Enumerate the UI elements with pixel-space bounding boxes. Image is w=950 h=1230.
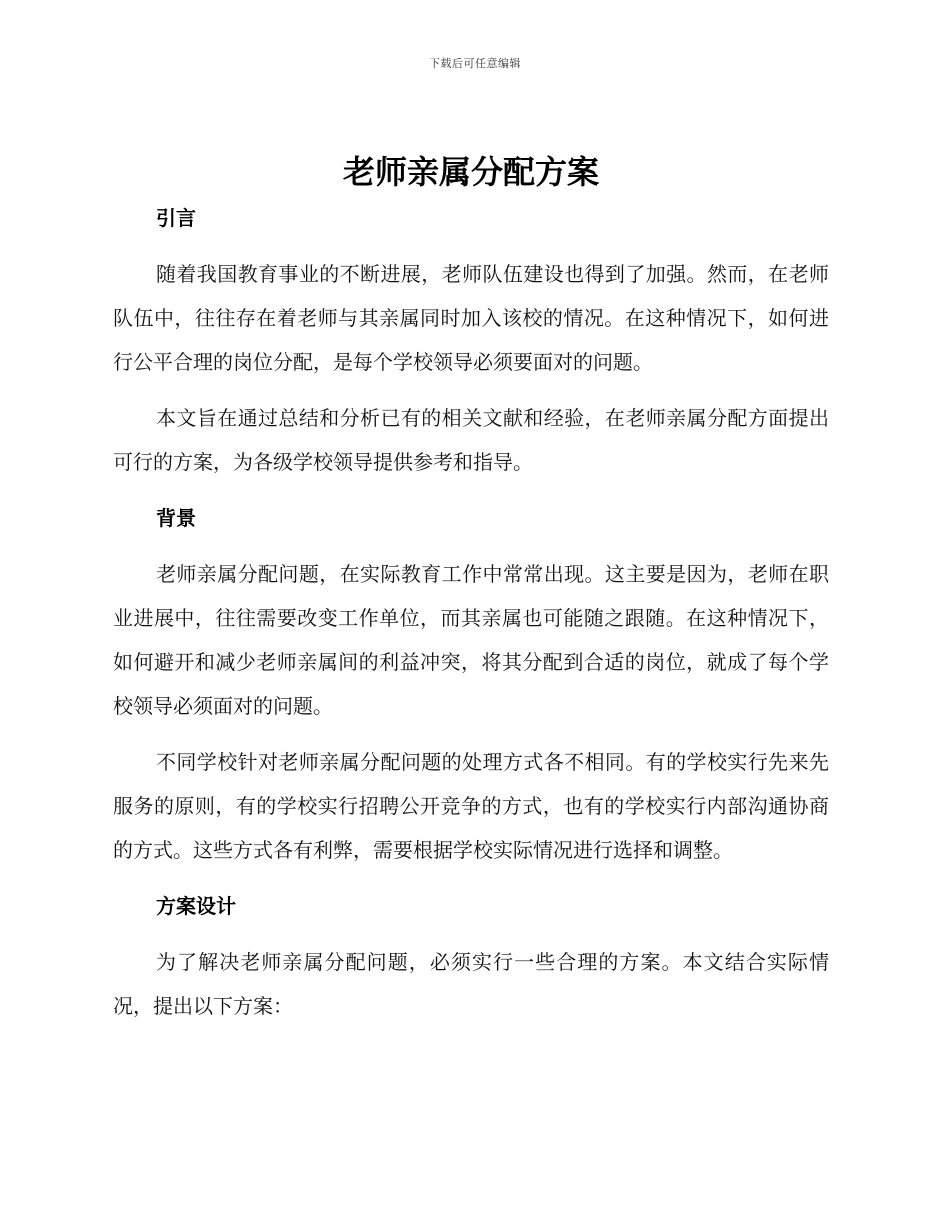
section-heading-intro: 引言	[156, 206, 196, 230]
paragraph: 不同学校针对老师亲属分配问题的处理方式各不相同。有的学校实行先来先服务的原则，有的学校实行招聘公开竞争的方式，也有的学校实行内部沟通协商的方式。这些方式各有利弊，需要根据学校实际情况进行选择和调整。	[113, 750, 829, 862]
document-body	[113, 148, 829, 1028]
paragraph: 随着我国教育事业的不断进展，老师队伍建设也得到了加强。然而，在老师队伍中，往往存在着老师与其亲属同时加入该校的情况。在这种情况下，如何进行公平合理的岗位分配，是每个学校领导必须要面对的问题。	[113, 262, 829, 374]
document-title: 老师亲属分配方案	[342, 153, 599, 191]
header-note: 下载后可任意编辑	[429, 57, 521, 70]
paragraph: 为了解决老师亲属分配问题，必须实行一些合理的方案。本文结合实际情况，提出以下方案：	[113, 950, 829, 1018]
section-heading-plan-design: 方案设计	[156, 894, 236, 918]
section-heading-background: 背景	[156, 506, 196, 530]
paragraph: 老师亲属分配问题，在实际教育工作中常常出现。这主要是因为，老师在职业进展中，往往需要改变工作单位，而其亲属也可能随之跟随。在这种情况下，如何避开和减少老师亲属间的利益冲突，将其分配到合适的岗位，就成了每个学校领导必须面对的问题。	[113, 562, 829, 718]
paragraph: 本文旨在通过总结和分析已有的相关文献和经验，在老师亲属分配方面提出可行的方案，为各级学校领导提供参考和指导。	[113, 406, 829, 474]
